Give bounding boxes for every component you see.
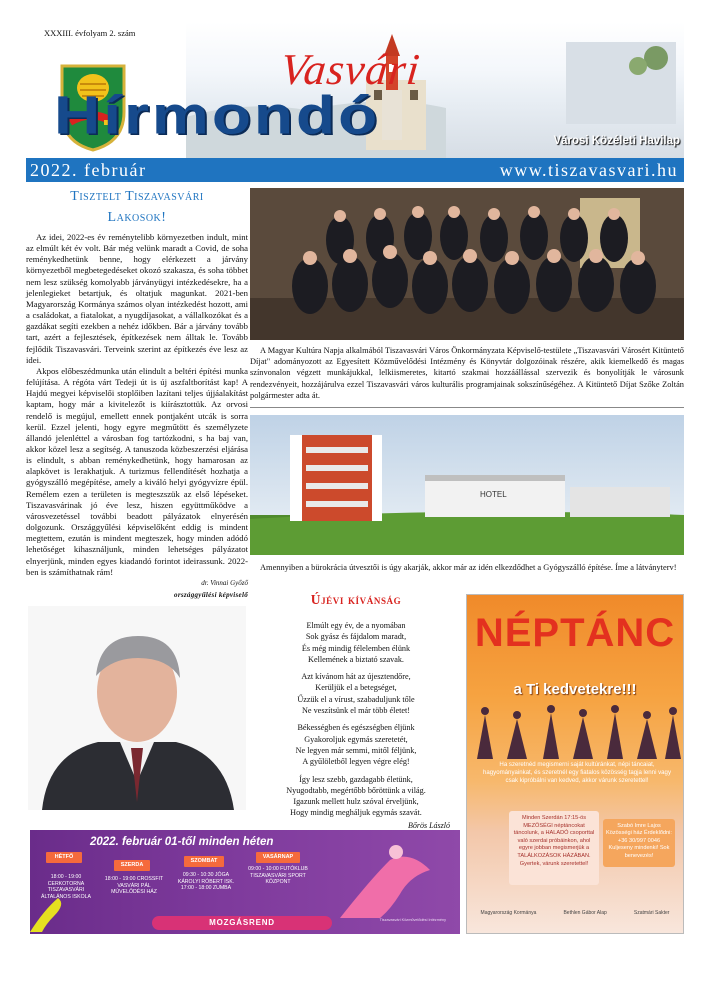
poem-line: Hogy mindig megháljuk egymás szavát. xyxy=(290,808,422,818)
poem-line: A gyűlöletből legyen végre elég! xyxy=(302,757,410,767)
day-sunday: VASÁRNAP xyxy=(256,852,300,863)
date-bar xyxy=(26,158,684,182)
poem-stanza xyxy=(252,722,460,767)
letter-signature xyxy=(26,578,248,602)
title-top-word: Vasvári xyxy=(278,45,423,94)
volume-number: XXXIII. évfolyam 2. szám xyxy=(44,28,136,38)
letter-title xyxy=(26,186,248,228)
poem-stanza xyxy=(252,774,460,819)
poem-stanza xyxy=(252,620,460,665)
event-saturday: 09:30 - 10:30 JÓGA KÁROLYI RÓBERT ISK. 17:00 - 18:00 ZUMBA xyxy=(177,872,235,892)
poem-line: Nyugodtabb, megértőbb bőröttünk a világ. xyxy=(286,785,426,795)
poem-line: Gyakoroljuk egymás szeretetét, xyxy=(304,734,408,744)
poem-line: Igazunk mellett hulz szóval érveljünk, xyxy=(293,797,419,807)
divider xyxy=(250,407,684,408)
signature-name: dr. Vinnai Győző xyxy=(201,579,248,587)
poem-line: Ne legyen már semmi, mitől féljünk, xyxy=(295,745,417,755)
poem-line: Ne veszítsünk el már több életet! xyxy=(302,706,410,716)
dancers-silhouette-icon xyxy=(467,695,684,759)
poem-line: Elmúlt egy év, de a nyomában xyxy=(306,621,406,630)
schedule-banner: MOZGÁSREND xyxy=(152,916,332,930)
poem-line: Így lesz szebb, gazdagabb életünk, xyxy=(299,774,413,784)
poster-title: NÉPTÁNC xyxy=(474,611,676,655)
poem-line: Űzzük el a vírust, szabaduljunk tőle xyxy=(297,694,415,704)
poem-title: Újévi kívánság xyxy=(310,592,402,607)
day-saturday: SZOMBAT xyxy=(184,856,224,867)
website-link[interactable]: www.tiszavasvari.hu xyxy=(499,159,678,180)
hotel-sign: HOTEL xyxy=(480,490,507,499)
portrait-photo xyxy=(28,606,246,810)
poem-line: Kerüljük el a betegséget, xyxy=(315,683,397,693)
letter-title-line1: Tisztelt Tiszavasvári xyxy=(70,189,204,204)
hungary-gov-logo: Magyarország Kormánya xyxy=(480,910,537,916)
poster-text: Ha szeretnéd megismerni saját kultúránkat, népi táncaiat, hagyományainkat, és szeretnél egy fiatalos közösség tagja lenni vagy csak kipróbálni van kedved, akkor várunk szeretettel! xyxy=(482,761,671,784)
poem-line: Azt kívánom hát az újesztendőre, xyxy=(301,672,411,682)
poem-line: És még mindig félelemben élünk xyxy=(301,643,411,653)
event-monday: 18:00 - 19:00 CERKOTORNA TISZAVASVÁRI ÁLTALÁNOS ISKOLA xyxy=(41,874,91,900)
schedule-title: 2022. február 01-től minden héten xyxy=(90,836,274,848)
poem-author: Bőrös László xyxy=(407,820,450,830)
schedule-footer: Tiszavasvári Közművelődési Intézmény xyxy=(379,918,446,922)
letter-body xyxy=(26,232,248,578)
day-monday: HÉTFŐ xyxy=(46,852,82,863)
runner-silhouette-icon xyxy=(330,840,440,920)
issue-date: 2022. február xyxy=(30,159,147,180)
poem-stanza xyxy=(252,671,460,716)
letter-paragraph: Az idei, 2022-es év reménytelibb környezetben indult, mint az elmúlt két év volt. Bár még velünk maradt a Covid, de soha reménykedhetünk benne, hogy elérkezett a járvány környezetből megbetegedéseket okozó szakasza, és soha többet nem lesz szükség komolyabb járványügyi intézkedésekre, ha a jelenlegieket betartjuk, és oltatjuk magunkat. 2021-ben Magyarország Kormánya számos olyan intézkedést hozott, ami a családokat, a fiatalokat, a nyugdíjasokat, a vállalkozókat és a gazdákat segíti ezekben a nehéz időkben. Bár a járvány tovább tart, azért a fejlesztések, építkezések nem álltak le. Tovább fejlődik Tiszavasvári. Terveink szerint az építkezés éve lesz az idei. xyxy=(26,232,248,365)
tagline: Városi Közéleti Havilap xyxy=(553,135,680,147)
exercise-schedule-poster xyxy=(30,830,460,934)
award-group-photo xyxy=(250,188,684,340)
newspaper-title: Hírmondó xyxy=(54,84,381,146)
hotel-rendering-photo xyxy=(250,415,684,555)
masthead xyxy=(26,22,684,160)
signature-title: országgyűlési képviselő xyxy=(174,590,248,599)
award-photo-caption: A Magyar Kultúra Napja alkalmából Tiszavasvári Város Önkormányzata Képviselő-testülete „Tiszavasvári Városért Kitüntető Díjat" adományozott az Egyesített Közművelődési Intézmény és Könyvtár dolgozóinak részére, akik kiemelkedő és magas színvonalon végzett munkájukkal, lelkiismeretes, kitartó szakmai hozzáállással szervezik és bonyolítják le városunk rendezvényeit, hozzájárulva ezzel Tiszavasvári város kulturális programjainak sokszínűségéhez. A Kitüntető Díjat Szőke Zoltán polgármester adta át. xyxy=(250,346,684,400)
poem-line: Békességben és egészségben éljünk xyxy=(297,723,415,733)
poem-line: Kellemének a biztató szavak. xyxy=(308,654,404,664)
szatmari-logo: Szatmári Sakter xyxy=(633,910,670,916)
poster-logos xyxy=(467,891,683,934)
poster-subtitle: a Ti kedvetekre!!! xyxy=(513,681,637,698)
poem xyxy=(252,592,460,830)
editorial-letter xyxy=(26,186,248,578)
letter-title-line2: Lakosok! xyxy=(107,210,167,225)
hotel-photo-caption: Amennyiben a bürokrácia útvesztői is úgy akarják, akkor már az idén elkezdődhet a Gyógyszálló építése. Íme a látványterv! xyxy=(260,563,677,572)
poster-contact-box: Szabó Imre Lajos Közösségi ház Érdeklődni: +36 30/997 0046 Kuljeseny mindenki! Sok benevezés! xyxy=(603,819,675,867)
event-sunday: 09:00 - 10:00 FUTÓKLUB TISZAVASVÁRI SPORT KÖZPONT xyxy=(248,866,308,886)
letter-paragraph: Akpos előbeszédmunka után elindult a beltéri építési munka felújítása. A régóta várt Tedeji út is új aszfaltborítást kap! A Hajdú megyei képviselői stoplőiben lazítani teljes újjáalakítást kaptam, hogy már a kivitelezőt is kiírásztottük. Az orvosi rendelő is megújul, emellett ennek pontjaként utcák is sorra kerül. Ezzel jelenti, hogy egyre megműtött és személyzete állandó jelenléttel a városban fog tartózkodni, s ha baj van, akkor közel lesz a segítség. A tanuszoda közbeszerzési eljárása is elindult, s abban reménykedhetünk, hogy hamarosan az alapkövet is lerakhatjuk. A turizmus fellendítését hozhatja a gyógyszálló megépítése, amely a kiváló helyi gyógyvízre épül. Remélem ezen a területen is megteszszük az első lépéseket. Tiszavasvárinak jó éve lesz, hiszen együttműködve a városvezetéssel további beadott pályázatok elnyerésén dolgozunk. Országgyűlési képviselőként eddig is mindent megtettem, ezután is mindent megteszek, hogy minden adódó lehetőséget kihasználjunk, minden lehetséges pályázatot elnyerjünk, minden egyes kiadandó forintot ideirassunk. 2022-ben is számíthatnak rám! xyxy=(26,365,248,577)
bethlen-gabor-logo: Bethlen Gábor Alap xyxy=(563,910,607,916)
poem-line: Sok gyász és fájdalom maradt, xyxy=(305,632,407,642)
folk-dance-poster xyxy=(466,594,684,934)
poster-schedule-box: Minden Szerdán 17:15-ös MEZŐSÉGI néptáncokat táncolunk, a HALADÓ csoporttal való szerdai próbáinkon, ahol egyre jobban megismerjük a TALÁLKOZÁSOK HÁZÁBAN. Gyertek, várunk szeretettel! xyxy=(509,811,599,885)
event-wednesday: 18:00 - 19:00 CROSSFIT VASVÁRI PÁL MÚVELŐDÉSI HÁZ xyxy=(104,876,164,896)
day-wednesday: SZERDA xyxy=(114,860,150,871)
